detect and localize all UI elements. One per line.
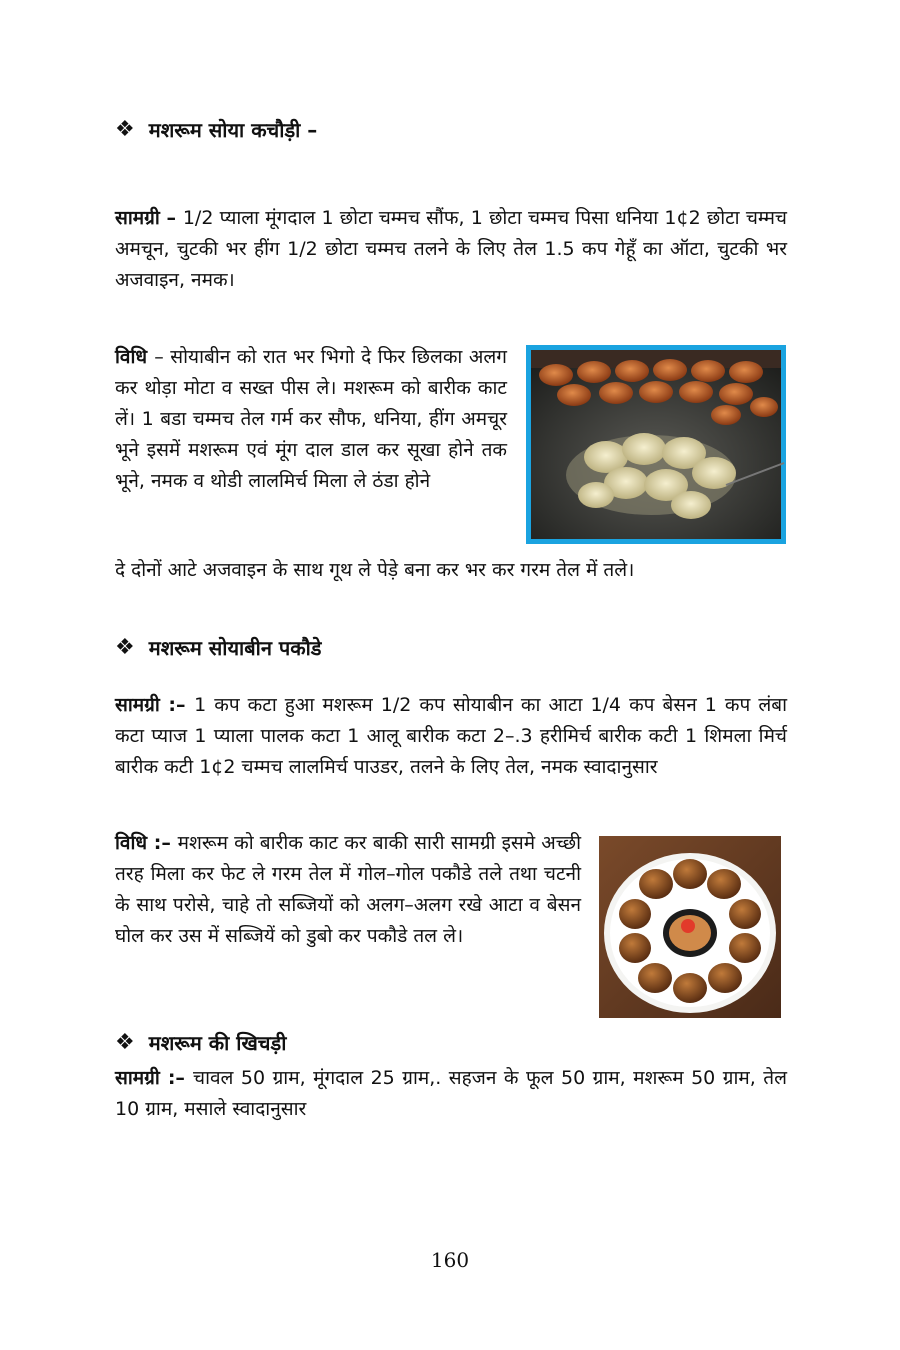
method-paragraph-kachori xyxy=(115,342,507,497)
ingredients-text: 1/2 प्याला मूंगदाल 1 छोटा चम्मच सौंफ, 1 छोटा चम्मच पिसा धनिया 1¢2 छोटा चम्मच अमचून, चुटकी भर हींग 1/2 छोटा चम्मच तलने के लिए तेल 1.5 कप गेहूँ का ऑटा, चुटकी भर अजवाइन, नमक। xyxy=(115,207,787,291)
diamond-bullet-icon: ❖ xyxy=(115,635,135,660)
kachori-frying-image xyxy=(526,345,786,544)
pakode-plate-image xyxy=(599,836,781,1018)
ingredients-text: 1 कप कटा हुआ मशरूम 1/2 कप सोयाबीन का आटा 1/4 कप बेसन 1 कप लंबा कटा प्याज 1 प्याला पालक कटा 1 आलू बारीक कटा 2–.3 हरीमिर्च बारीक कटी 1 शिमला मिर्च बारीक कटी 1¢2 चम्मच लालमिर्च पाउडर, तलने के लिए तेल, नमक स्वादानुसार xyxy=(115,694,787,778)
section-title: मशरूम की खिचड़ी xyxy=(148,1031,287,1055)
page-number: 160 xyxy=(430,1248,470,1272)
ingredients-paragraph-khichdi xyxy=(115,1063,787,1125)
section-heading-khichdi xyxy=(115,1029,286,1056)
ingredients-text: चावल 50 ग्राम, मूंगदाल 25 ग्राम,. सहजन के फूल 50 ग्राम, मशरूम 50 ग्राम, तेल 10 ग्राम, मसाले स्वादानुसार xyxy=(115,1067,787,1120)
section-title: मशरूम सोयाबीन पकौडे xyxy=(148,636,322,660)
diamond-bullet-icon: ❖ xyxy=(115,117,135,142)
method-paragraph-kachori-continued xyxy=(115,555,787,586)
method-paragraph-pakode xyxy=(115,828,581,952)
ingredients-paragraph-pakode xyxy=(115,690,787,783)
ingredients-label: सामग्री :– xyxy=(115,694,195,716)
diamond-bullet-icon: ❖ xyxy=(115,1030,135,1055)
method-text: – सोयाबीन को रात भर भिगो दे फिर छिलका अलग कर थोड़ा मोटा व सख्त पीस ले। मशरूम को बारीक काट लें। 1 बडा चम्मच तेल गर्म कर सौफ, धनिया, हींग अमचूर भूने इसमें मशरूम एवं मूंग दाल डाल कर सूखा होने तक भूने, नमक व थोडी लालमिर्च मिला ले ठंडा होने xyxy=(115,346,507,492)
method-text-continued: दे दोनों आटे अजवाइन के साथ गूथ ले पेड़े बना कर भर कर गरम तेल में तले। xyxy=(115,559,635,581)
section-heading-kachori xyxy=(115,116,317,143)
ingredients-paragraph-kachori xyxy=(115,203,787,296)
section-title: मशरूम सोया कचौड़ी – xyxy=(148,118,318,142)
method-text: मशरूम को बारीक काट कर बाकी सारी सामग्री इसमे अच्छी तरह मिला कर फेट ले गरम तेल में गोल–गोल पकौडे तले तथा चटनी के साथ परोसे, चाहे तो सब्जियों को अलग–अलग रखे आटा व बेसन घोल कर उस में सब्जियें को डुबो कर पकौडे तल ले। xyxy=(115,832,581,947)
method-label: विधि xyxy=(115,346,155,368)
ingredients-label: सामग्री :– xyxy=(115,1067,193,1089)
section-heading-pakode xyxy=(115,634,322,661)
ingredients-label: सामग्री – xyxy=(115,207,183,229)
method-label: विधि :– xyxy=(115,832,178,854)
